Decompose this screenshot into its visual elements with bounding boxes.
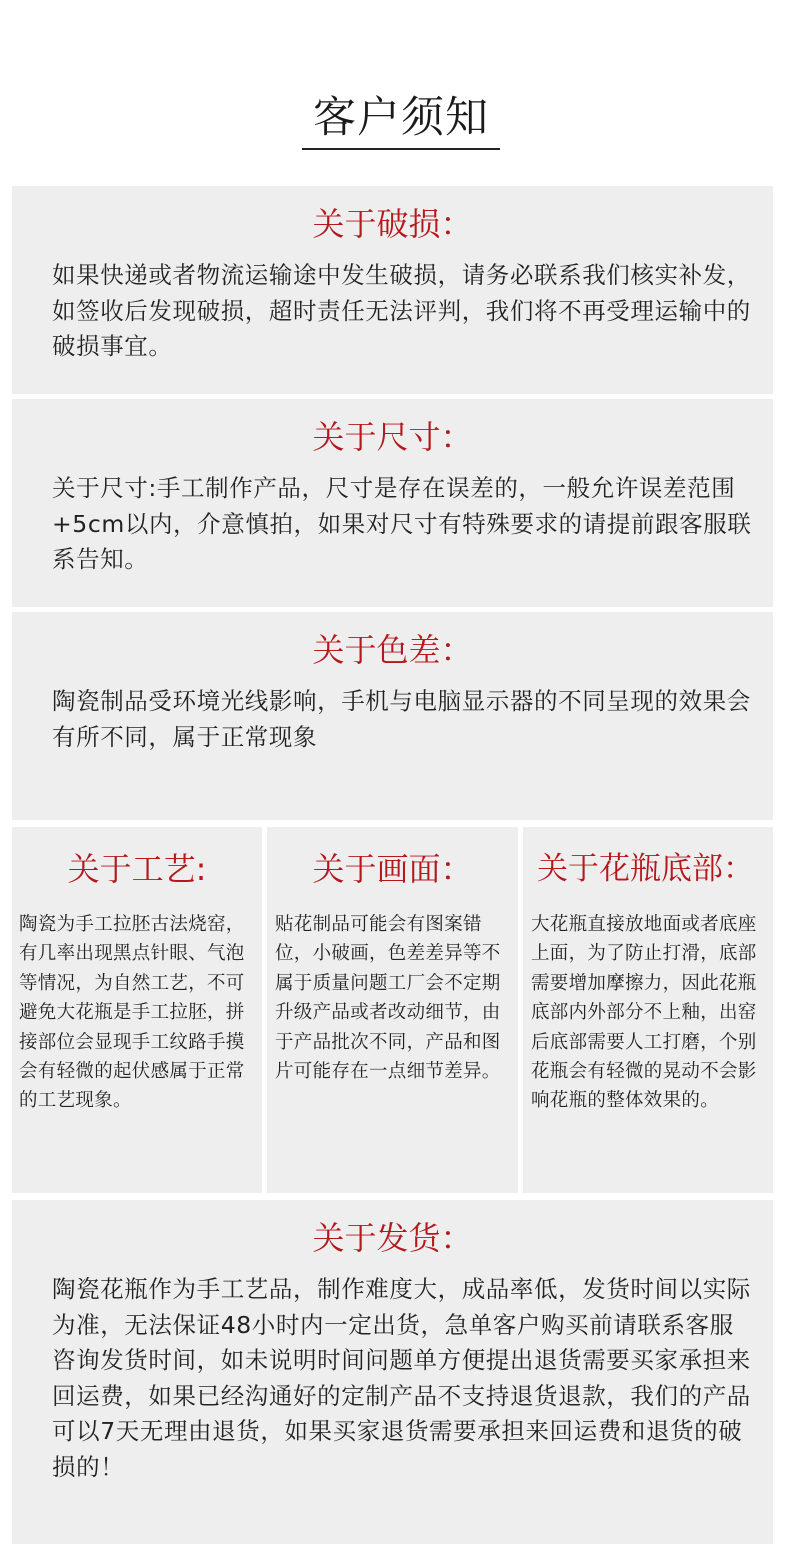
color-heading: 关于色差： <box>312 631 473 669</box>
vase-bottom-heading: 关于花瓶底部： <box>537 851 754 887</box>
shipping-heading: 关于发货： <box>312 1219 473 1257</box>
craft-panel <box>12 827 262 1193</box>
size-panel <box>12 399 773 607</box>
damage-heading: 关于破损： <box>312 205 473 243</box>
picture-panel <box>267 827 518 1193</box>
color-body: 陶瓷制品受环境光线影响，手机与电脑显示器的不同呈现的效果会有所不同，属于正常现象 <box>52 687 751 751</box>
color-panel <box>12 612 773 820</box>
craft-heading: 关于工艺: <box>67 850 207 888</box>
vase-bottom-panel <box>523 827 773 1193</box>
shipping-panel <box>12 1200 773 1544</box>
size-heading: 关于尺寸： <box>312 418 473 456</box>
shipping-body: 陶瓷花瓶作为手工艺品，制作难度大，成品率低，发货时间以实际为准，无法保证48小时内一定出货，急单客户购买前请联系客服咨询发货时间，如未说明时间问题单方便提出退货需要买家承担来回运费，如果已经沟通好的定制产品不支持退货退款，我们的产品可以7天无理由退货，如果买家退货需要承担来回运费和退货的破损的！ <box>52 1275 751 1481</box>
craft-body: 陶瓷为手工拉胚古法烧窑，有几率出现黑点针眼、气泡等情况，为自然工艺，不可避免大花瓶是手工拉胚，拼接部位会显现手工纹路手摸会有轻微的起伏感属于正常的工艺现象。 <box>19 914 245 1112</box>
damage-body: 如果快递或者物流运输途中发生破损，请务必联系我们核实补发，如签收后发现破损，超时责任无法评判，我们将不再受理运输中的破损事宜。 <box>52 261 751 360</box>
picture-body: 贴花制品可能会有图案错位，小破画，色差差异等不属于质量问题工厂会不定期升级产品或者改动细节，由于产品批次不同，产品和图片可能存在一点细节差异。 <box>275 914 501 1083</box>
size-body: 关于尺寸:手工制作产品，尺寸是存在误差的，一般允许误差范围+5cm以内，介意慎拍，如果对尺寸有特殊要求的请提前跟客服联系告知。 <box>52 474 752 573</box>
damage-panel <box>12 186 773 394</box>
picture-heading: 关于画面： <box>312 850 473 888</box>
vase-bottom-body: 大花瓶直接放地面或者底座上面，为了防止打滑，底部需要增加摩擦力，因此花瓶底部内外部分不上釉，出窑后底部需要人工打磨，个别花瓶会有轻微的晃动不会影响花瓶的整体效果的。 <box>531 914 757 1112</box>
page-title: 客户须知 <box>302 88 500 150</box>
